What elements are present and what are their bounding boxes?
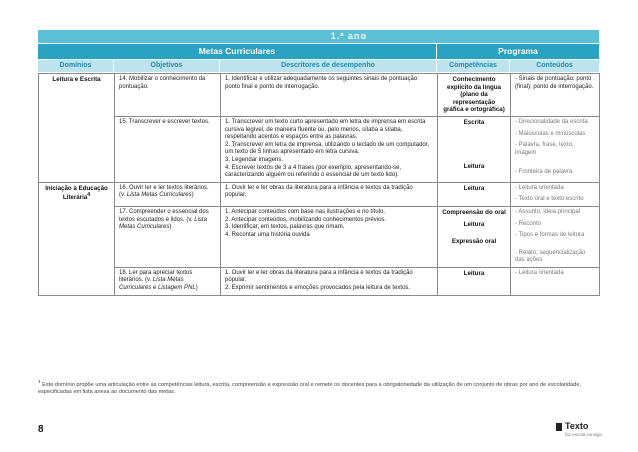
descriptor-item: 4. Escrever textos de 3 a 4 frases (por exemplo, apresentando-se, caracterizando alguém ou referindo o essencial de um texto lido). [225, 164, 402, 179]
descriptor-item: 2. Transcrever em letra de imprensa, utilizando o teclado de um computador, um texto de 5 linhas apresentado em letra cursiva. [225, 141, 430, 156]
programa-header: Programa [437, 44, 599, 59]
descriptors-cell [221, 74, 438, 117]
content-item: - Leitura orientada [515, 184, 564, 191]
objective-text-end: ) [191, 192, 194, 199]
descriptor-item: 2. Antecipar conteúdos, mobilizando conhecimentos prévios. [225, 216, 387, 223]
domain-cell: Leitura e Escrita [39, 74, 115, 183]
table-row [39, 267, 600, 295]
competencies-cell [438, 182, 511, 206]
footnote-ref: 4 [87, 192, 91, 199]
domain-label: Iniciação à Educação Literária [45, 184, 108, 202]
competency-item: Expressão oral [451, 238, 497, 246]
objective-text-end: ) [169, 224, 172, 231]
competency-item: Leitura [463, 184, 485, 192]
column-header-competencias: Competências [437, 60, 509, 72]
table-row [39, 116, 600, 182]
table-row [39, 74, 600, 117]
content-item: - Reconto [515, 220, 542, 227]
column-header-descritores: Descritores de desempenho [220, 60, 436, 72]
descriptors-cell [221, 267, 438, 295]
spacer [442, 127, 506, 163]
objective-cell [115, 182, 221, 206]
descriptor-item: 3. Identificar, em textos, palavras que rimam. [225, 224, 345, 231]
objective-cell: 14. Mobilizar o conhecimento da pontuação. [115, 74, 221, 117]
descriptor-item: 1. Transcrever um texto curto apresentado em letra de imprensa em escrita cursiva legível, de maneira fluente ou, pelo menos, sílaba a sílaba, respeitando acentos e espaços entre as palavras. [225, 118, 426, 141]
content-item: - Fronteira de palavra [515, 169, 573, 176]
grade-banner [38, 30, 599, 43]
contents-cell [511, 116, 600, 182]
descriptor-item: 1. Identificar e utilizar adequadamente os seguintes sinais de pontuação: ponto final e ponto de interrogação. [225, 76, 419, 90]
objective-cell: 15. Transcrever e escrever textos. [115, 116, 221, 182]
contents-cell [511, 267, 600, 295]
table-row [39, 206, 600, 267]
descriptor-item: 1. Antecipar conteúdos com base nas ilustrações e no título. [225, 208, 386, 215]
content-item: - Leitura orientada [515, 269, 564, 276]
competency-item: Leitura [463, 269, 485, 277]
content-item: - Tipos e formas de leitura [515, 232, 585, 239]
contents-cell [511, 206, 600, 267]
descriptors-cell [221, 116, 438, 182]
competency-item: Conhecimento explícito da língua (plano da representação gráfica e ortográfica) [443, 76, 505, 114]
contents-cell [511, 74, 600, 117]
content-item: - Texto oral e texto escrito [515, 196, 584, 203]
competencies-cell [438, 206, 511, 267]
competency-item: Leitura [463, 220, 485, 228]
content-item: - Sinais de pontuação: ponto (final); ponto de interrogação. [515, 76, 594, 90]
descriptors-cell [221, 182, 438, 206]
footnote [38, 378, 600, 397]
contents-cell [511, 182, 600, 206]
objective-reference: Lista Metas Curriculares [119, 216, 207, 231]
content-item: - Relato; sequencialização das ações [515, 249, 586, 264]
objective-reference: Lista Metas Curriculares e Listagem PNL [119, 277, 196, 292]
grade-label: 1.º ano [330, 31, 367, 41]
descriptors-cell [221, 206, 438, 267]
objective-text: 18. Ler para apreciar textos literários. (v. [119, 269, 193, 284]
metas-header: Metas Curriculares [38, 44, 436, 59]
objective-text: 16. Ouvir ler e ler textos literários. (v. [119, 184, 209, 199]
domain-cell [39, 182, 115, 295]
logo-tagline: faz escola consigo [565, 432, 603, 437]
publisher-logo [556, 421, 606, 441]
column-header-objetivos: Objetivos [114, 60, 219, 72]
page-number: 8 [38, 424, 44, 435]
objective-reference: Lista Metas Curriculares [126, 192, 192, 199]
logo-mark-icon [556, 423, 562, 431]
curriculum-table [38, 73, 600, 296]
descriptor-item: 1. Ouvir ler e ler obras da literatura para a infância e textos da tradição popular. [225, 184, 413, 199]
descriptor-item: 2. Exprimir sentimentos e emoções provocados pela leitura de textos. [225, 285, 411, 292]
column-header-dominios: Domínios [38, 60, 113, 72]
competency-item: Leitura [463, 162, 485, 170]
objective-cell [115, 267, 221, 295]
competencies-cell [438, 116, 511, 182]
descriptor-item: 1. Ouvir ler e ler obras da literatura para a infância e textos da tradição popular. [225, 269, 413, 284]
descriptor-item: 3. Legendar imagens. [225, 156, 284, 163]
content-item: - Assunto; ideia principal [515, 208, 581, 215]
objective-text-end: ) [195, 285, 198, 292]
footnote-text: Este domínio propõe uma articulação entre as competências leitura, escrita, compreensão e expressão oral e remete os docentes para a obrigatoriedade da utilização de um conjunto de obras por ano de escolaridade, especificadas em lista anexa ao documento das metas. [38, 381, 582, 396]
competencies-cell [438, 74, 511, 117]
column-header-conteudos: Conteúdos [510, 60, 599, 72]
competency-item: Escrita [463, 118, 485, 126]
table-row [39, 182, 600, 206]
logo-name: Texto [565, 421, 589, 431]
content-item: - Maiúsculas e minúsculas [515, 130, 586, 137]
descriptor-item: 4. Recontar uma história ouvida [225, 231, 310, 238]
footnote-mark: 4 [38, 379, 41, 384]
objective-text: 17. Compreender o essencial dos textos escutados e lidos. (v. [119, 208, 209, 223]
objective-cell [115, 206, 221, 267]
content-item: - Direcionalidade da escrita [515, 118, 588, 125]
content-item: - Palavra, frase, texto, imagem [515, 142, 574, 156]
competency-item: Compreensão do oral [442, 208, 506, 216]
competencies-cell [438, 267, 511, 295]
